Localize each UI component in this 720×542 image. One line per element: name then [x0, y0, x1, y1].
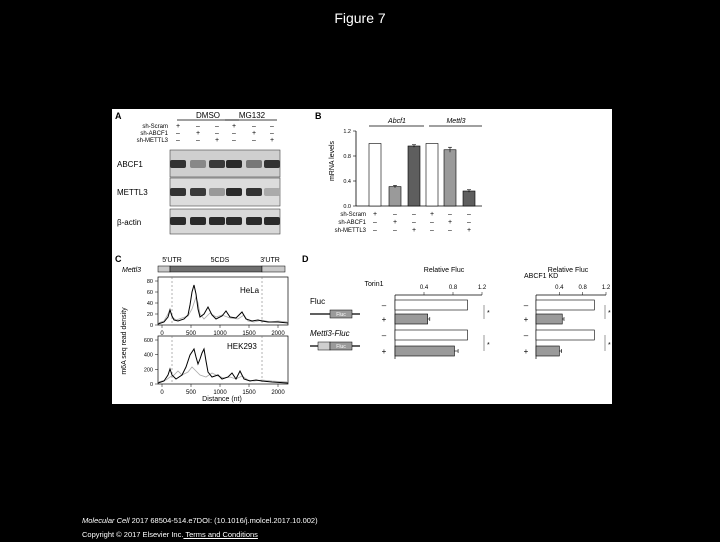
d-significance: *	[608, 342, 611, 349]
ytick-label: 0	[149, 382, 153, 388]
region-3utr-bar	[262, 266, 285, 272]
d-significance: *	[608, 310, 611, 317]
panel-c-ylabel: m6A seq read density	[121, 307, 128, 375]
panel-a-sign: –	[270, 130, 274, 137]
panel-b-sign: –	[412, 219, 416, 226]
panel-b-row-label-sh-scram: sh-Scram	[340, 212, 366, 218]
ytick-label: 60	[146, 290, 153, 296]
ytick-label: 400	[143, 352, 153, 359]
panel-b-sign: –	[448, 227, 452, 234]
rel-fluc-bar-fluc	[536, 300, 594, 310]
panel-b-sign: –	[412, 211, 416, 218]
xtick-label: 1000	[213, 331, 227, 337]
panel-b-row-label-sh-abcf1: sh-ABCF1	[338, 220, 366, 226]
construct-fluc-box-label: Fluc	[336, 312, 346, 318]
blot-label-mettl3: METTL3	[117, 188, 148, 197]
beta-actin-band	[190, 217, 206, 225]
hela-trace-control	[158, 297, 288, 323]
panel-b-sign: –	[430, 227, 434, 234]
construct-mettl3-fluc-box-label: Fluc	[336, 344, 346, 350]
panel-a-sign: +	[251, 130, 257, 137]
panel-b-group-mettl3: Mettl3	[446, 118, 466, 125]
d-sign: +	[381, 347, 387, 356]
beta-actin-band	[264, 217, 280, 225]
mrna-bar-sh-mettl3	[408, 146, 420, 206]
xtick-label: 0	[160, 331, 164, 337]
panel-a-treatment-dmso: DMSO	[196, 111, 220, 120]
slide-title: Figure 7	[334, 10, 386, 26]
hek293-plot-frame	[158, 336, 288, 384]
panel-a-sign: –	[196, 123, 200, 130]
beta-actin-band	[170, 217, 186, 225]
hela-plot-frame	[158, 277, 288, 325]
panel-b-group-abcf1: Abcf1	[388, 118, 406, 125]
hek293-label: HEK293	[227, 342, 257, 351]
beta-actin-band	[209, 217, 225, 225]
ytick-label: 40	[146, 301, 153, 307]
panel-a-sign: –	[232, 130, 236, 137]
d-right-treatment: ABCF1 KD	[524, 273, 559, 280]
citation-text: 2017 68504-514.e7DOI: (10.1016/j.molcel.2017.10.002)	[129, 516, 318, 525]
panel-b-sign: +	[392, 219, 398, 226]
panel-b-ytick-label: 0.0	[343, 204, 351, 210]
panel-b-sign: –	[393, 227, 397, 234]
mrna-bar-sh-scram	[426, 144, 438, 207]
panel-b-row-label-sh-mettl3: sh-METTL3	[334, 228, 366, 234]
xtick-label: 1500	[242, 331, 256, 337]
region-label-cds: 5CDS	[210, 257, 230, 264]
rel-fluc-bar-mettl3-fluc	[395, 330, 468, 340]
panel-a-sign: +	[231, 123, 237, 130]
abcf1-band	[246, 160, 262, 168]
figure-panel	[112, 109, 612, 404]
panel-a-row-label-sh-scram: sh-Scram	[142, 124, 168, 130]
panel-b-ytick-label: 1.2	[343, 129, 351, 135]
mettl3-band	[264, 188, 280, 196]
panel-a-sign: –	[196, 137, 200, 144]
panel-c-gene: Mettl3	[122, 267, 142, 274]
panel-b-sign: –	[448, 211, 452, 218]
panel-a-letter: A	[115, 111, 122, 121]
beta-actin-band	[226, 217, 242, 225]
citation-line	[82, 514, 318, 528]
journal-name: Molecular Cell	[82, 516, 130, 525]
region-5utr-bar	[158, 266, 170, 272]
panel-b-sign: +	[466, 227, 472, 234]
footer	[82, 514, 318, 542]
region-cds-bar	[170, 266, 262, 272]
mrna-bar-sh-mettl3	[463, 191, 475, 206]
abcf1-band	[226, 160, 242, 168]
abcf1-band	[264, 160, 280, 168]
copyright-text: Copyright © 2017 Elsevier Inc.	[82, 530, 184, 539]
xtick-label: 500	[185, 390, 197, 396]
panel-b-sign: +	[447, 219, 453, 226]
d-tick-label: 1.2	[477, 285, 487, 291]
rel-fluc-bar-mettl3-fluc	[395, 346, 454, 356]
mettl3-band	[170, 188, 186, 196]
panel-a-sign: +	[269, 137, 275, 144]
xtick-label: 500	[185, 331, 197, 337]
rel-fluc-bar-fluc	[395, 314, 428, 324]
panel-a-sign: +	[195, 130, 201, 137]
hela-label: HeLa	[240, 286, 260, 295]
panel-a-row-label-sh-mettl3: sh-METTL3	[136, 138, 168, 144]
panel-a-sign: –	[232, 137, 236, 144]
construct-mettl3-fluc-label: Mettl3-Fluc	[310, 329, 350, 338]
xtick-label: 2000	[271, 331, 285, 337]
terms-link[interactable]: Terms and Conditions	[183, 530, 258, 539]
d-tick-label: 1.2	[601, 285, 611, 291]
rel-fluc-bar-fluc	[536, 314, 562, 324]
ytick-label: 20	[146, 312, 153, 318]
d-left-title: Relative Fluc	[423, 267, 465, 274]
panel-c-letter: C	[115, 254, 122, 264]
xtick-label: 1000	[213, 390, 227, 396]
d-tick-label: 0.8	[448, 285, 458, 291]
d-sign: +	[523, 315, 529, 324]
d-sign: –	[381, 331, 387, 340]
d-sign: –	[381, 301, 387, 310]
panel-a-sign: +	[175, 123, 181, 130]
panel-b-ylabel: mRNA levels	[329, 140, 336, 182]
d-sign: –	[523, 331, 529, 340]
panel-a-sign: –	[270, 123, 274, 130]
d-left-treatment: Torin1	[364, 281, 384, 288]
panel-a-treatment-mg132: MG132	[238, 111, 266, 120]
d-right-title: Relative Fluc	[547, 267, 589, 274]
panel-a-sign: –	[252, 137, 256, 144]
region-label-3utr: 3'UTR	[260, 257, 280, 264]
panel-a-sign: –	[176, 130, 180, 137]
mettl3-band	[246, 188, 262, 196]
abcf1-band	[190, 160, 206, 168]
panel-b-sign: –	[373, 219, 377, 226]
xtick-label: 1500	[242, 390, 256, 396]
ytick-label: 80	[146, 279, 153, 285]
rel-fluc-bar-fluc	[395, 300, 468, 310]
rel-fluc-bar-mettl3-fluc	[536, 330, 594, 340]
panel-b-sign: –	[430, 219, 434, 226]
panel-b-ytick-label: 0.4	[343, 179, 351, 185]
mrna-bar-sh-abcf1	[444, 150, 456, 206]
hek293-trace-control	[158, 367, 288, 382]
ytick-label: 600	[143, 338, 153, 344]
d-sign: +	[381, 315, 387, 324]
panel-b-sign: +	[372, 211, 378, 218]
panel-b-sign: +	[411, 227, 417, 234]
ytick-label: 200	[143, 367, 153, 374]
panel-b-sign: –	[467, 211, 471, 218]
d-significance: *	[487, 342, 490, 349]
panel-d-letter: D	[302, 254, 309, 264]
panel-a-sign: –	[215, 123, 219, 130]
d-significance: *	[487, 310, 490, 317]
panel-b-sign: –	[373, 227, 377, 234]
panel-a-sign: +	[214, 137, 220, 144]
xtick-label: 0	[160, 390, 164, 396]
region-label-5utr: 5'UTR	[162, 257, 182, 264]
construct-fluc-label: Fluc	[310, 297, 326, 306]
figure-svg	[112, 109, 612, 404]
mettl3-band	[209, 188, 225, 196]
abcf1-band	[170, 160, 186, 168]
mrna-bar-sh-scram	[369, 144, 381, 207]
construct-mettl3-box	[318, 342, 330, 350]
panel-a-sign: –	[252, 123, 256, 130]
blot-label-abcf1: ABCF1	[117, 160, 143, 169]
d-sign: –	[523, 301, 529, 310]
blot-label-beta-actin: β-actin	[117, 218, 142, 227]
d-tick-label: 0.4	[419, 285, 429, 291]
panel-a-sign: –	[215, 130, 219, 137]
panel-b-sign: –	[393, 211, 397, 218]
xtick-label: 2000	[271, 390, 285, 396]
hela-trace-m6a	[158, 285, 288, 324]
mettl3-band	[226, 188, 242, 196]
beta-actin-band	[246, 217, 262, 225]
d-sign: +	[523, 347, 529, 356]
abcf1-band	[209, 160, 225, 168]
ytick-label: 0	[149, 323, 153, 329]
panel-a-sign: –	[176, 137, 180, 144]
d-tick-label: 0.4	[555, 285, 564, 291]
panel-b-ytick-label: 0.8	[343, 154, 351, 160]
panel-b-sign: –	[467, 219, 471, 226]
rel-fluc-bar-mettl3-fluc	[536, 346, 559, 356]
panel-a-row-label-sh-abcf1: sh-ABCF1	[140, 131, 168, 137]
panel-c-xlabel: Distance (nt)	[202, 396, 242, 403]
mettl3-band	[190, 188, 206, 196]
panel-b-sign: +	[429, 211, 435, 218]
d-tick-label: 0.8	[578, 285, 587, 291]
mrna-bar-sh-abcf1	[389, 187, 401, 206]
panel-b-letter: B	[315, 111, 322, 121]
